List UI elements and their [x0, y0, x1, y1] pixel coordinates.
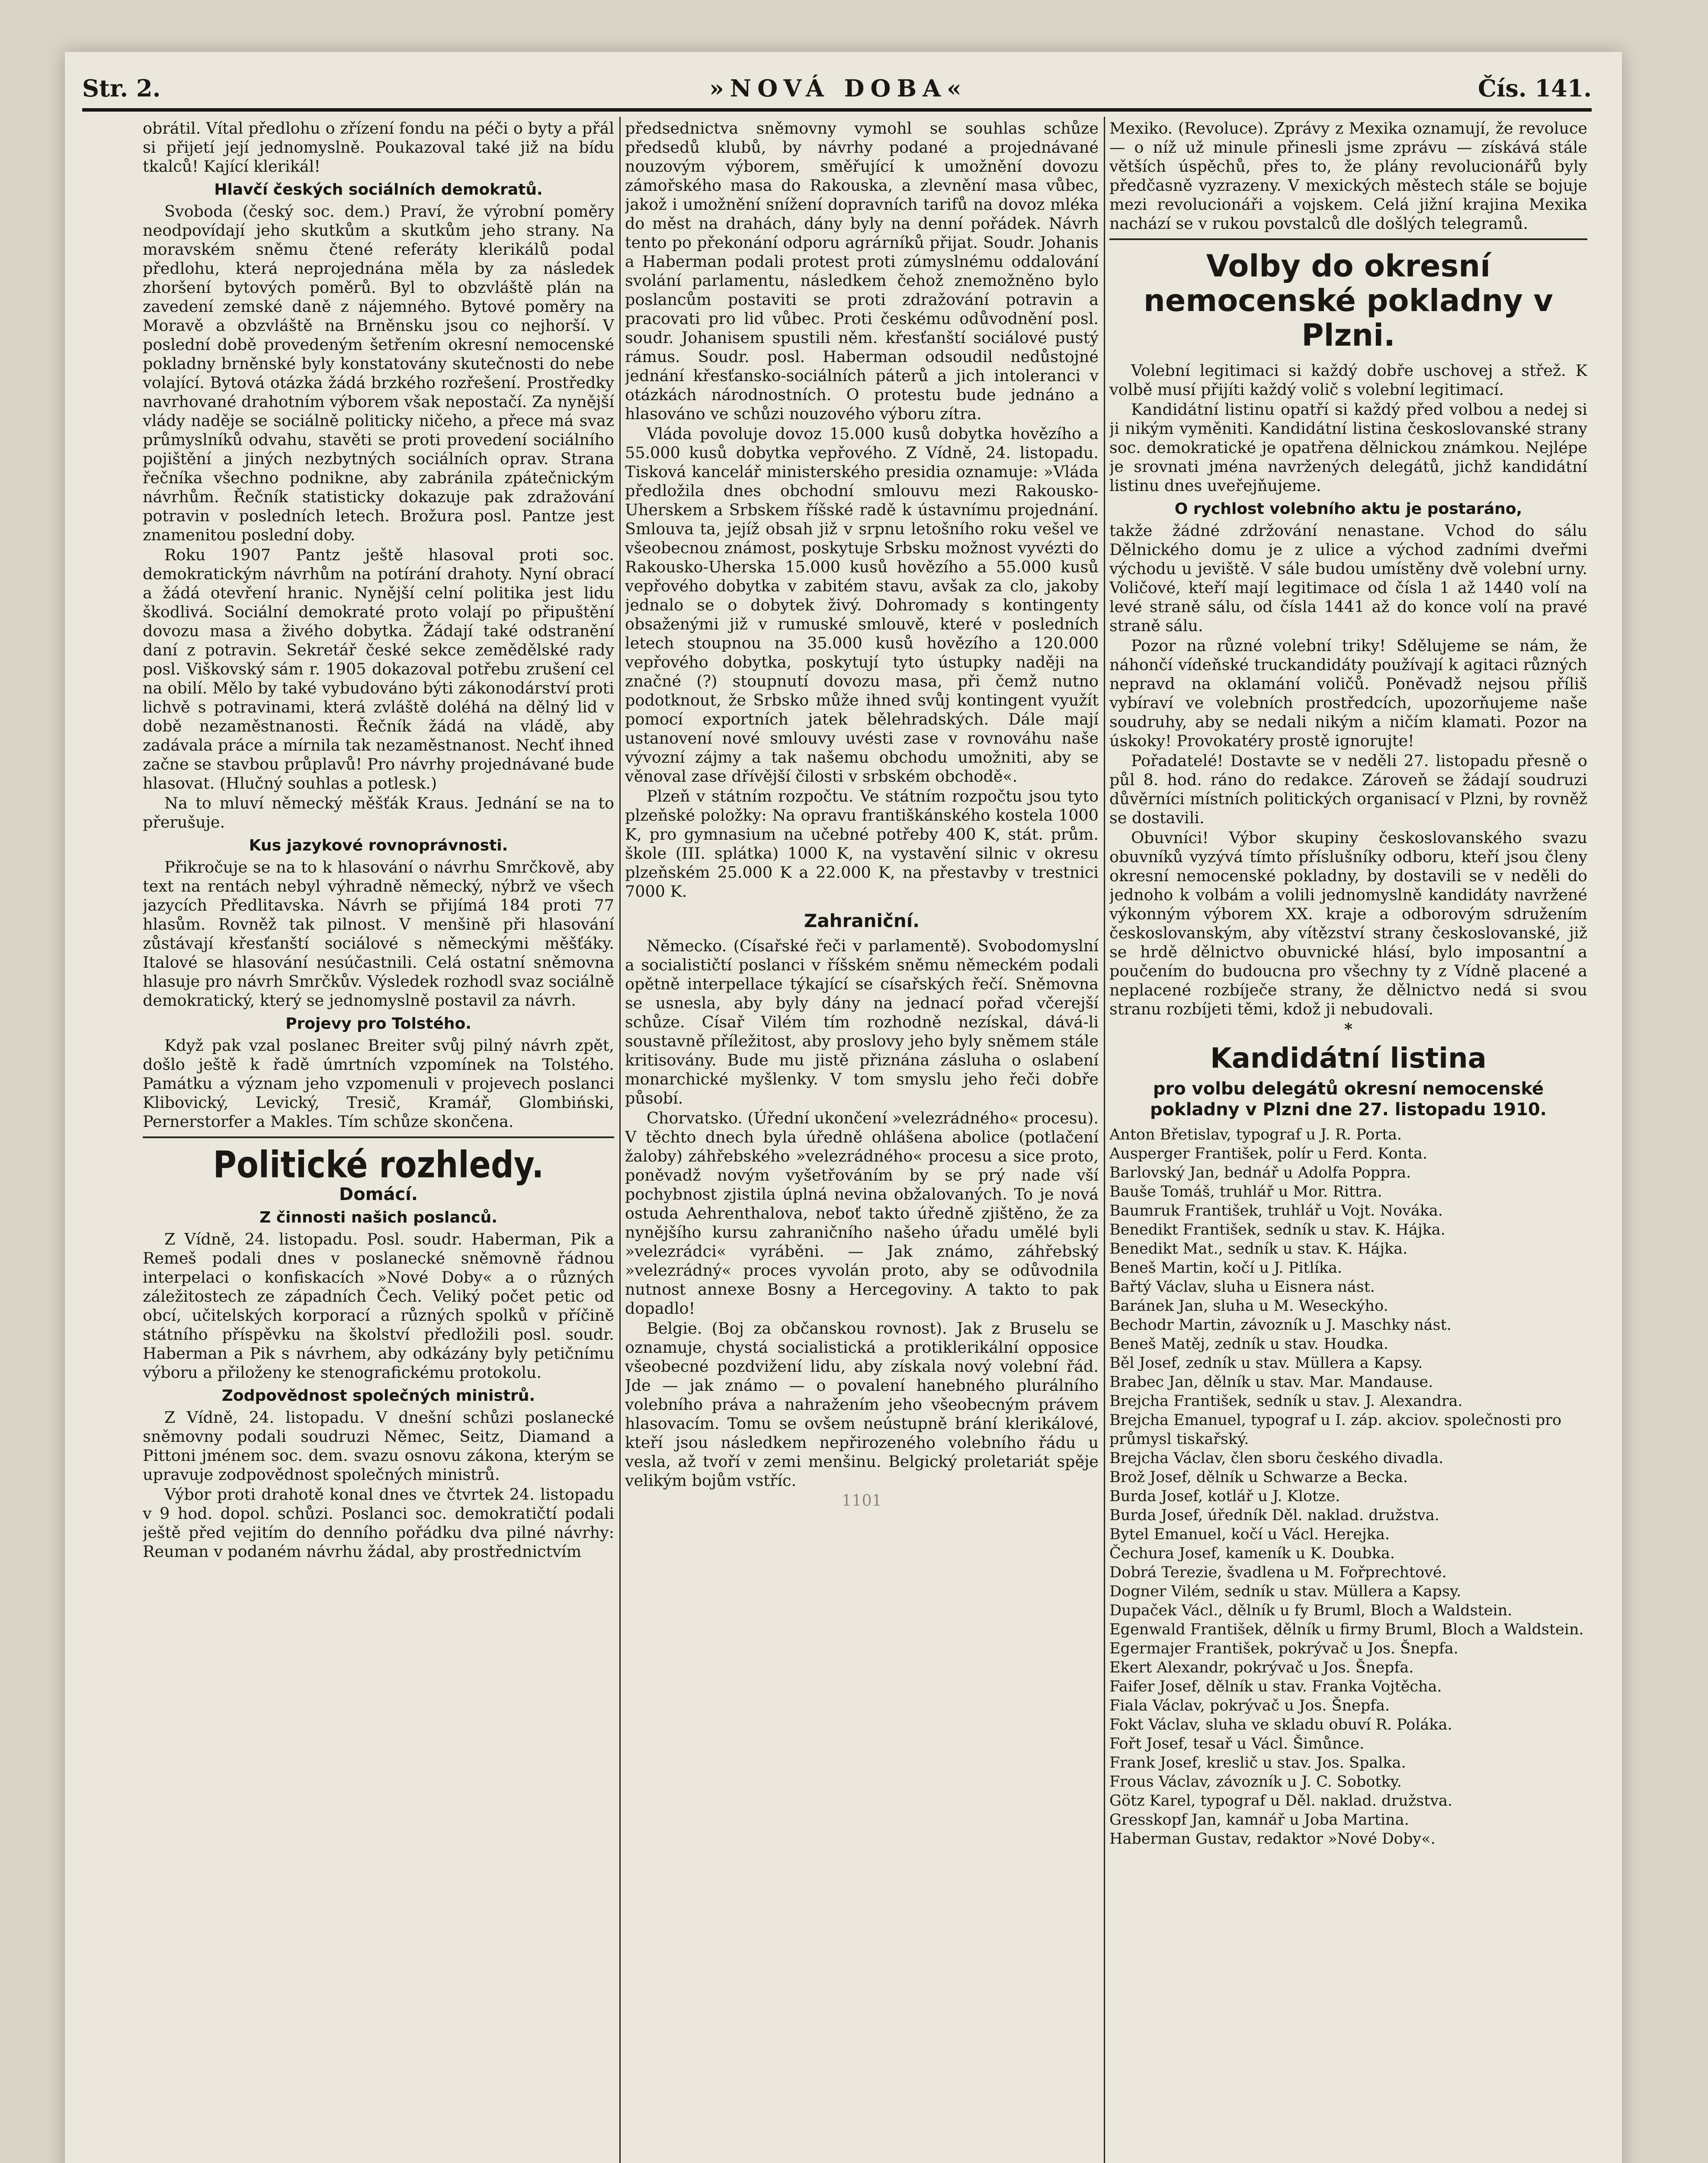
candidate-entry: Burda Josef, úředník Děl. naklad. družstva. [1109, 1507, 1440, 1524]
candidate-list [1109, 1125, 1587, 1848]
column-left [143, 119, 614, 2163]
paragraph: Pozor na různé volební triky! Sdělujeme se nám, že náhončí vídeňské truckandidáty používají k agitaci různých nepravd na oklamání voličů. Poněvadž nejsou příliš vybíraví ve volebních prostředcích, upozorňujeme naše soudruhy, aby se nedali nikým a ničím klamati. Pozor na úskoky! Provokatéry prostě ignorujte! [1109, 636, 1587, 750]
candidate-entry: Dobrá Terezie, švadlena u M. Fořprechtové. [1109, 1564, 1447, 1581]
main-heading: Politické rozhledy. [213, 1143, 544, 1187]
candidate-entry: Frous Václav, závozník u J. C. Sobotky. [1109, 1773, 1402, 1791]
candidate-entry: Benedikt František, sedník u stav. K. Hájka. [1109, 1221, 1445, 1239]
column-divider [619, 117, 621, 2163]
candidate-entry: Egermajer František, pokrývač u Jos. Šnepfa. [1109, 1640, 1458, 1657]
page-footer-mark: 1101 [842, 1491, 882, 1510]
page-number: Str. 2. [82, 74, 161, 102]
candidate-entry: Frank Josef, kreslič u stav. Jos. Spalka. [1109, 1754, 1406, 1771]
candidate-entry: Baumruk František, truhlář u Vojt. Nováka. [1109, 1202, 1443, 1219]
paragraph: Plzeň v státním rozpočtu. Ve státním rozpočtu jsou tyto plzeňské položky: Na opravu františkánského kostela 1000 K, pro gymnasium na učebné potřeby 400 K, stát. prům. škole (III. splátka) 1000 K, na vystavění silnic v okresu plzeňském 25.000 K a 22.000 K, na přestavby v trestnici 7000 K. [625, 787, 1099, 901]
candidate-entry: Burda Josef, kotlář u J. Klotze. [1109, 1488, 1340, 1505]
candidate-entry: Faifer Josef, dělník u stav. Franka Vojtěcha. [1109, 1678, 1442, 1695]
paragraph: Z Vídně, 24. listopadu. V dnešní schůzi poslanecké sněmovny podali soudruzi Němec, Seitz, Diamand a Pittoni jménem soc. dem. svazu osnovu zákona, kterým se upravuje zodpovědnost společných ministrů. [143, 1408, 614, 1484]
section-heading: Zodpovědnost společných ministrů. [221, 1387, 535, 1405]
candidate-entry: Fiala Václav, pokrývač u Jos. Šnepfa. [1109, 1697, 1390, 1714]
candidate-entry: Brejcha František, sedník u stav. J. Alexandra. [1109, 1393, 1463, 1410]
paragraph: Svoboda (český soc. dem.) Praví, že výrobní poměry neodpovídají jeho skutkům a skutkům jeho strany. Na moravském sněmu čtené referáty klerikálů podal předlohu, která neprojednána měla by za následek zhoršení bytových poměrů. Byl to obzvláště plán na zavedení zemské daně z nájemného. Bytové poměry na Moravě a obzvláště na Brněnsku jsou co nejhorší. V poslední době provedeným šetřením okresní nemocenské pokladny brněnské byly konstatovány skutečnosti do nebe volající. Bytová otázka žádá brzkého rozřešení. Prostředky navrhované drahotním výborem však nepostačí. Za nynější vlády naděje se sociálně politicky ničeho, a přece má svaz průmyslníků odvahu, stavěti se proti provedení sociálního pojištění a jiných nezbytných sociálních oprav. Strana řečníka všechno podnikne, aby zabránila zpátečnickým návrhům. Řečník statisticky dokazuje pak zdražování potravin v posledních letech. Brožura posl. Pantze jest znamenitou poslední doby. [143, 202, 614, 544]
issue-number: Čís. 141. [1477, 74, 1592, 102]
paragraph: Roku 1907 Pantz ještě hlasoval proti soc. demokratickým návrhům na potírání drahoty. Nyní obrací a žádá otevření hranic. Nynější celní politika jest lidu škodlivá. Sociální demokraté proto volají po připuštění dovozu masa a živého dobytka. Žádají také odstranění daní z potravin. Sekretář české sekce zemědělské rady posl. Viškovský sám r. 1905 dokazoval potřebu zrušení cel na obilí. Mělo by také vybudováno býti zákonodárství proti lichvě s potravinami, která zvláště doléhá na dělný lid v době nezaměstnanosti. Řečník žádá na vládě, aby zadávala práce a mírnila tak nezaměstnanost. Nechť ihned začne se stavbou průplavů! Pro návrhy projednávané bude hlasovat. (Hlučný souhlas a potlesk.) [143, 546, 614, 793]
candidate-entry: Götz Karel, typograf u Děl. naklad. družstva. [1109, 1792, 1453, 1810]
candidate-entry: Baránek Jan, sluha u M. Weseckýho. [1109, 1297, 1388, 1315]
paragraph: Vláda povoluje dovoz 15.000 kusů dobytka hovězího a 55.000 kusů dobytka vepřového. Z Vídně, 24. listopadu. Tisková kancelář ministerského presidia oznamuje: »Vláda předložila dnes obchodní smlouvu mezi Rakousko-Uherskem a Srbskem říšské radě k ústavnímu projednání. Smlouva ta, jejíž obsah již v srpnu letošního roku vešel ve všeobecnou známost, poskytuje Srbsku možnost vyvézti do Rakousko-Uherska 15.000 kusů hovězího a 55.000 kusů vepřového dobytka v zabitém stavu, avšak za clo, jakoby jednalo se o dobytek živý. Dohromady s kontingenty obsaženými již v rumuské smlouvě, které v posledních letech stoupnou na 35.000 kusů hovězího a 120.000 vepřového dobytka, poskytují tyto ústupky naději na značné (?) stoupnutí dovozu masa, při čemž nutno podotknout, že Srbsko může ihned svůj kontingent využít pomocí exportních jatek bělehradských. Dále mají ustanovení nové smlouvy uvésti zase v rovnováhu naše vývozní zájmy a tak našemu obchodu umožniti, aby se věnoval zase dřívější čilosti v srbském obchodě«. [625, 424, 1099, 786]
paragraph: Obuvníci! Výbor skupiny českoslovanského svazu obuvníků vyzývá tímto příslušníky odboru, kteří jsou členy okresní nemocenské pokladny, by dostavili se v neděli do jednoho k volbám a volili jednomyslně kandidáty navržené výkonným výborem XX. kraje a odborovým sdružením českoslovanským, aby vítězství strany českoslovanské, již se hrdě dělnictvo obuvnické hlásí, bylo imposantní a poučením do budoucna pro všechny ty z Vídně placené a neplacené rozbíječe strany, že dělnictvo nedá si svou stranu rozbíjeti těmi, kdož ji nebudovali. [1109, 828, 1587, 1018]
section-divider [143, 1136, 614, 1138]
main-heading: Volby do okresní nemocenské pokladny v Plzni. [1144, 248, 1553, 353]
section-heading: Z činnosti našich poslanců. [260, 1209, 497, 1226]
paragraph: Volební legitimaci si každý dobře uschovej a střež. K volbě musí přijíti každý volič s volební legitimací. [1109, 361, 1587, 399]
masthead-title: »NOVÁ DOBA« [709, 74, 968, 102]
candidate-entry: Fokt Václav, sluha ve skladu obuví R. Poláka. [1109, 1716, 1452, 1733]
candidate-list-subtitle: pro volbu delegátů okresní nemocenské pokladny v Plzni dne 27. listopadu 1910. [1150, 1079, 1547, 1120]
section-heading: Kus jazykové rovnoprávnosti. [249, 837, 508, 854]
subheading: Domácí. [339, 1184, 418, 1204]
candidate-entry: Brejcha Václav, člen sboru českého divadla. [1109, 1450, 1444, 1467]
column-divider [1104, 117, 1105, 2163]
paragraph: obrátil. Vítal předlohu o zřízení fondu na péči o byty a přál si přijetí její jednomyslně. Poukazoval také již na bídu tkalců! Kající klerikál! [143, 119, 614, 176]
candidate-entry: Brabec Jan, dělník u stav. Mar. Mandause. [1109, 1374, 1433, 1391]
paragraph: Když pak vzal poslanec Breiter svůj pilný návrh zpět, došlo ještě k řadě úmrtních vzpomínek na Tolstého. Památku a význam jeho vzpomenuli v projevech poslanci Klibovický, Levický, Tresič, Kramář, Glombiński, Pernerstorfer a Makles. Tím schůze skončena. [143, 1036, 614, 1131]
candidate-entry: Dupaček Václ., dělník u fy Bruml, Bloch a Waldstein. [1109, 1602, 1513, 1619]
paragraph: Belgie. (Boj za občanskou rovnost). Jak z Bruselu se oznamuje, chystá socialistická a protiklerikální opposice všeobecné pozdvižení lidu, aby získala nový volební řád. Jde — jak známo — o povalení hanebného plurálního volebního práva a nahražením jeho všeobecným právem hlasovacím. Tomu se ovšem neústupně brání klerikálové, kteří jsou následkem nepřirozeného volebního řádu u vesla, až tvoří v zemi menšinu. Belgický proletariát spěje velikým bojům vstříc. [625, 1319, 1099, 1490]
candidate-entry: Beneš Matěj, zedník u stav. Houdka. [1109, 1335, 1389, 1353]
section-heading: O rychlost volebního aktu je postaráno, [1174, 500, 1522, 518]
candidate-entry: Bauše Tomáš, truhlář u Mor. Rittra. [1109, 1183, 1382, 1200]
candidate-list-title: Kandidátní listina [1210, 1043, 1487, 1075]
paragraph: Výbor proti drahotě konal dnes ve čtvrtek 24. listopadu v 9 hod. dopol. schůzi. Poslanci soc. demokratičtí podali ještě před vejitím do denního pořádku dva pilné návrhy: Reuman v podaném návrhu žádal, aby prostřednictvím [143, 1485, 614, 1561]
candidate-entry: Beneš Martin, kočí u J. Pitlíka. [1109, 1259, 1343, 1277]
candidate-entry: Bařtý Václav, sluha u Eisnera nást. [1109, 1278, 1375, 1296]
candidate-entry: Bytel Emanuel, kočí u Václ. Herejka. [1109, 1526, 1390, 1543]
paragraph: Chorvatsko. (Úřední ukončení »velezrádného« procesu). V těchto dnech byla úředně ohlášena abolice (potlačení žaloby) záhřebského »velezrádného« procesu a sice proto, poněvadž novým vyšetřováním by se prý nade vší pochybnost zjistila úplná nevina obžalovaných. To je nová ostuda Aehrenthalova, neboť takto úředně zjištěno, že za nynějšího kursu zahraničního našeho úřadu umělé byli »velezrádci« vyráběni. — Jak známo, záhřebský »velezrádný« proces vyvolán proto, aby se odůvodnila nutnost annexe Bosny a Hercegoviny. A takto to pak dopadlo! [625, 1109, 1099, 1318]
candidate-entry: Egenwald František, dělník u firmy Bruml, Bloch a Waldstein. [1109, 1621, 1584, 1638]
candidate-entry: Brož Josef, dělník u Schwarze a Becka. [1109, 1469, 1408, 1486]
section-divider [1109, 238, 1587, 240]
paragraph: takže žádné zdržování nenastane. Vchod do sálu Dělnického domu je z ulice a východ zadními dveřmi východu u jeviště. V sále budou umístěny dvě volební urny. Voličové, kteří mají legitimace od čísla 1 až 1440 volí na levé straně sálu, od čísla 1441 až do konce volí na pravé straně sálu. [1109, 521, 1587, 635]
candidate-entry: Běl Josef, zedník u stav. Müllera a Kapsy. [1109, 1354, 1423, 1372]
candidate-entry: Bechodr Martin, závozník u J. Maschky nást. [1109, 1316, 1452, 1334]
section-heading: Hlavčí českých sociálních demokratů. [214, 181, 543, 199]
page-header [82, 65, 1592, 112]
column-middle [625, 119, 1099, 2163]
paragraph: Kandidátní listinu opatří si každý před volbou a nedej si ji nikým vyměniti. Kandidátní listina českoslovanské strany soc. demokratické je opatřena dělnickou známkou. Nejlépe je srovnati jména navržených delegátů, jichž kandidátní listinu dnes uveřejňujeme. [1109, 400, 1587, 495]
candidate-entry: Dogner Vilém, sedník u stav. Müllera a Kapsy. [1109, 1583, 1461, 1600]
section-heading: Projevy pro Tolstého. [285, 1015, 471, 1033]
paragraph: Mexiko. (Revoluce). Zprávy z Mexika oznamují, že revoluce — o níž už minule přinesli jsme zprávu — získává stále větších úspěchů, přes to, že plány revolucionářů byly předčasně vyzrazeny. V mexických městech stále se bojuje mezi revolucionáři a vojskem. Celá jižní krajina Mexika nachází se v rukou povstalců dle došlých telegramů. [1109, 119, 1587, 233]
section-heading: Zahraniční. [804, 910, 920, 931]
candidate-entry: Haberman Gustav, redaktor »Nové Doby«. [1109, 1830, 1436, 1848]
candidate-entry: Brejcha Emanuel, typograf u I. záp. akciov. společnosti pro průmysl tiskařský. [1109, 1412, 1562, 1448]
paragraph: předsednictva sněmovny vymohl se souhlas schůze předsedů klubů, by návrhy podané a projednávané nouzovým výborem, směřující k umožnění dovozu zámořského masa do Rakouska, a zlevnění masa vůbec, jakož i umožnění snížení dopravních tarifů na dovoz mléka do měst na drahách, dány byly na denní pořádek. Návrh tento po překonání odporu agrárníků přijat. Soudr. Johanis a Haberman podali protest proti zúmyslnému oddalování svolání parlamentu, následkem čehož znemožněno bylo poslancům postaviti se proti zdražování potravin a pracovati pro lid vůbec. Proti českému odůvodnění posl. soudr. Johanisem spustili něm. křesťanští sociálové pustý rámus. Soudr. posl. Haberman odsoudil nedůstojné jednání křesťansko-sociálních páterů a jich intoleranci v otázkách národnostních. O protestu bude jednáno a hlasováno ve schůzi nouzového výboru zítra. [625, 119, 1099, 423]
column-right [1109, 119, 1587, 2163]
paragraph: Pořadatelé! Dostavte se v neděli 27. listopadu přesně o půl 8. hod. ráno do redakce. Zároveň se žádají soudruzi důvěrníci místních politických organisací v Plzni, by rovněž se dostavili. [1109, 751, 1587, 827]
candidate-entry: Ekert Alexandr, pokrývač u Jos. Šnepfa. [1109, 1659, 1414, 1676]
candidate-entry: Gresskopf Jan, kamnář u Joba Martina. [1109, 1811, 1409, 1829]
candidate-entry: Ausperger František, polír u Ferd. Konta. [1109, 1145, 1428, 1162]
candidate-entry: Anton Břetislav, typograf u J. R. Porta. [1109, 1126, 1402, 1143]
paragraph: Z Vídně, 24. listopadu. Posl. soudr. Haberman, Pik a Remeš podali dnes v poslanecké sněmovně řádnou interpelaci o konfiskacích »Nové Doby« a o různých záležitostech ze západních Čech. Veliký počet petic od obcí, učitelských korporací a různých spolků v příčině státního příspěvku na školství předložili posl. soudr. Haberman a Pik s návrhem, aby odkázány byly petičnímu výboru a přiloženy ke stenografickému protokolu. [143, 1230, 614, 1382]
paragraph: Na to mluví německý měšťák Kraus. Jednání se na to přerušuje. [143, 794, 614, 831]
candidate-entry: Čechura Josef, kameník u K. Doubka. [1109, 1545, 1395, 1562]
paragraph: Přikročuje se na to k hlasování o návrhu Smrčkově, aby text na rentách nebyl výhradně německý, nýbrž ve všech jazycích Předlitavska. Návrh se přijímá 184 proti 77 hlasům. Rovněž tak pilnost. V menšině při hlasování zůstávají křesťanští sociálové s německými měšťáky. Italové se hlasování nesúčastnili. Celá ostatní sněmovna hlasuje pro návrh Smrčkův. Výsledek rozhodl svaz sociálně demokratický, který se jednomyslně postavil za návrh. [143, 858, 614, 1010]
candidate-entry: Benedikt Mat., sedník u stav. K. Hájka. [1109, 1240, 1408, 1258]
candidate-entry: Fořt Josef, tesař u Václ. Šimůnce. [1109, 1735, 1365, 1752]
candidate-entry: Barlovský Jan, bednář u Adolfa Poppra. [1109, 1164, 1411, 1181]
paragraph: Německo. (Císařské řeči v parlamentě). Svobodomyslní a socialističtí poslanci v říšském sněmu německém podali opětně interpellace týkající se císařských řečí. Sněmovna se usnesla, aby byly dány na jednací pořad včerejší schůze. Císař Vilém tím rozhodně nezískal, dává-li soustavně příležitost, aby proslovy jeho byly sněmem stále kritisovány. Bude mu jistě přiznána zásluha o oslabení monarchické myšlenky. V tom smyslu jeho řeči dobře působí. [625, 937, 1099, 1107]
separator-star: * [1344, 1020, 1353, 1038]
